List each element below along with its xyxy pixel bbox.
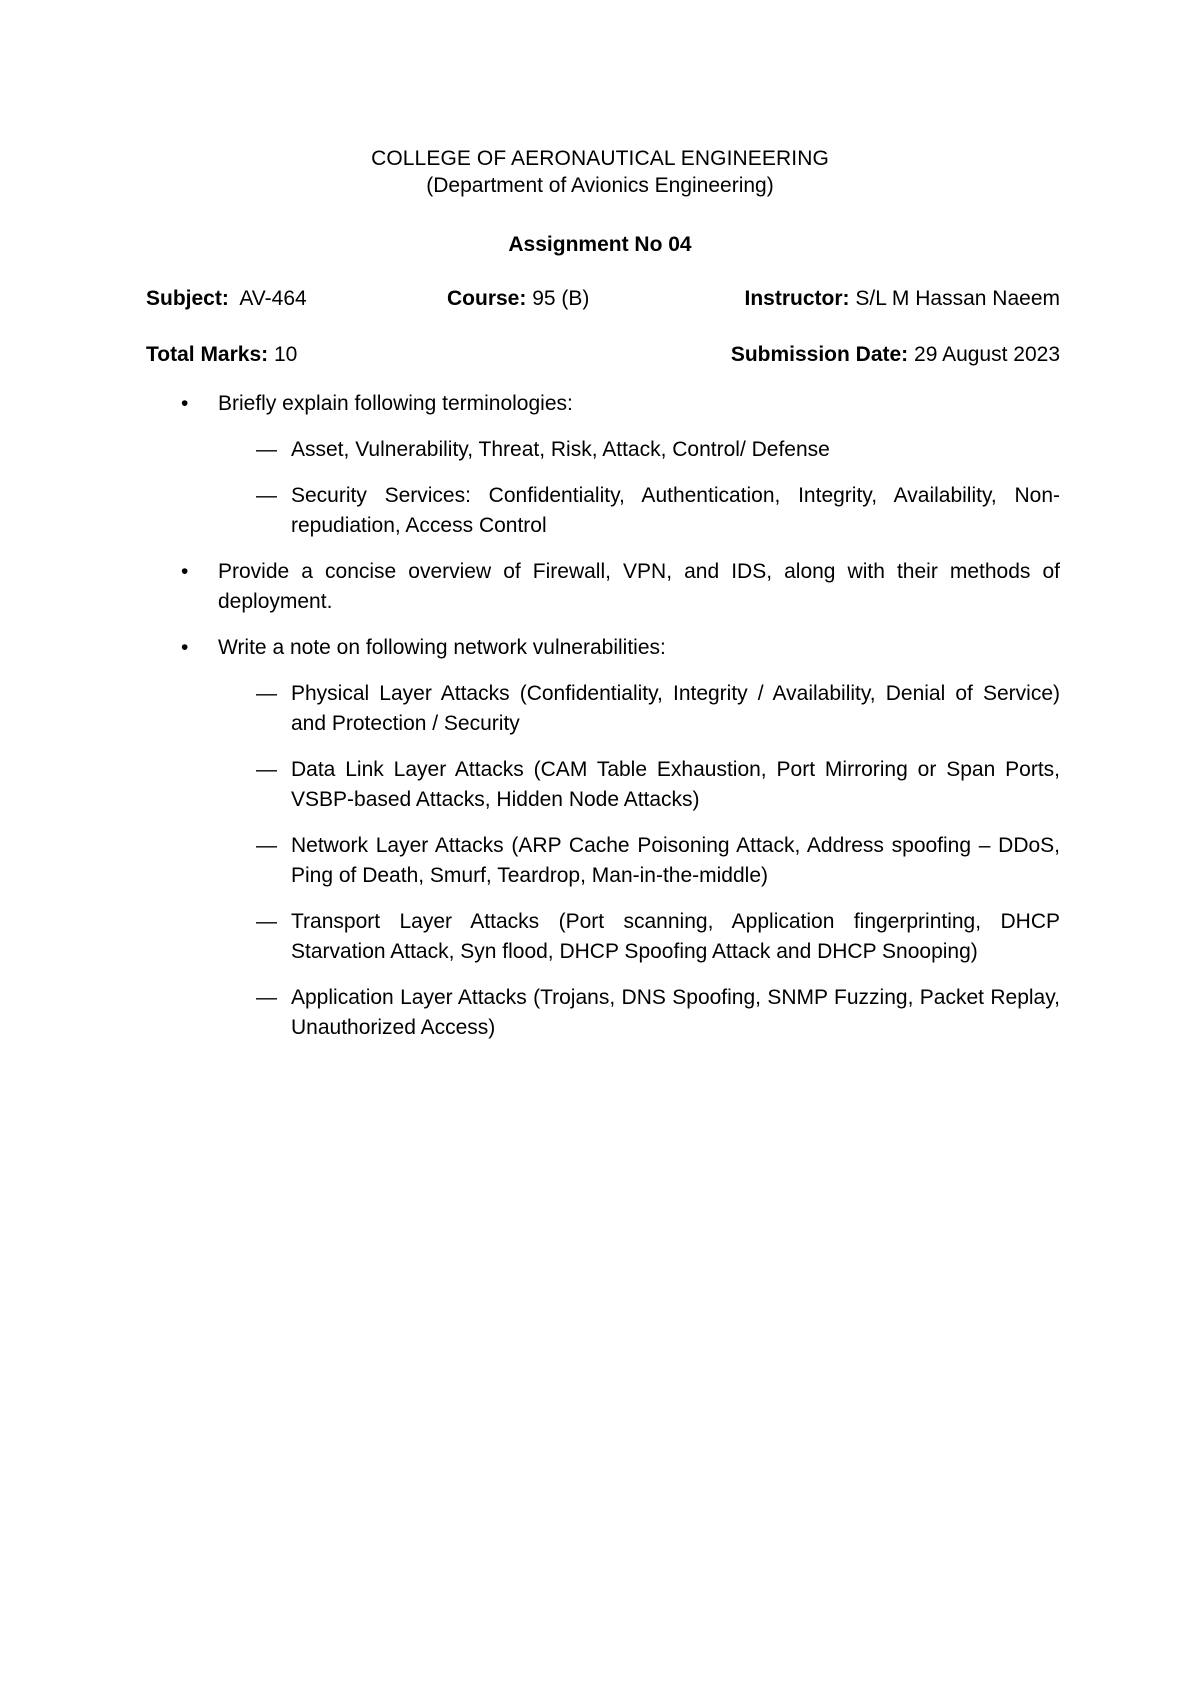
question-item [146,557,1060,617]
sub-item-text: Security Services: Confidentiality, Authentication, Integrity, Availability, Non-repudiation, Access Control [291,484,1060,537]
course-label: Course: [447,287,527,310]
dash-icon: — [256,834,277,857]
dash-icon: — [256,484,277,507]
sub-item [146,983,1060,1043]
sub-list [218,435,1060,541]
instructor-value: S/L M Hassan Naeem [855,287,1060,310]
sub-item [146,679,1060,739]
dash-icon: — [256,986,277,1009]
sub-item [146,755,1060,815]
sub-item-text: Application Layer Attacks (Trojans, DNS Spoofing, SNMP Fuzzing, Packet Replay, Unauthorized Access) [291,986,1060,1039]
subject-label: Subject: [146,287,229,310]
question-text: Provide a concise overview of Firewall, VPN, and IDS, along with their methods of deployment. [218,560,1060,613]
course-field [447,286,589,312]
dash-icon: — [256,682,277,705]
question-item [146,389,1060,541]
document-header [0,146,1200,199]
dash-icon: — [256,438,277,461]
assignment-title: Assignment No 04 [508,233,692,256]
questions-list [146,389,1060,1059]
college-name: COLLEGE OF AERONAUTICAL ENGINEERING [371,147,829,170]
sub-item [146,907,1060,967]
meta-row-marks-date [146,342,1060,368]
subject-value: AV-464 [239,287,307,310]
total-marks-value: 10 [273,343,298,366]
submission-date-label: Submission Date: [730,343,909,366]
sub-item [146,435,1060,465]
total-marks-label: Total Marks: [146,343,269,366]
bullet-icon: • [181,636,189,659]
question-text: Briefly explain following terminologies: [218,392,573,415]
subject-field [146,286,307,312]
bullet-icon: • [181,560,189,583]
sub-item-text: Physical Layer Attacks (Confidentiality, Integrity / Availability, Denial of Service) and Protection / Security [291,682,1060,735]
sub-item-text: Network Layer Attacks (ARP Cache Poisoning Attack, Address spoofing – DDoS, Ping of Death, Smurf, Teardrop, Man-in-the-middle) [291,834,1060,887]
sub-item-text: Data Link Layer Attacks (CAM Table Exhaustion, Port Mirroring or Span Ports, VSBP-based Attacks, Hidden Node Attacks) [291,758,1060,811]
meta-row-course-info [146,286,1060,312]
instructor-label: Instructor: [744,287,850,310]
course-value: 95 (B) [532,287,590,310]
sub-item-text: Asset, Vulnerability, Threat, Risk, Attack, Control/ Defense [291,438,830,461]
question-text: Write a note on following network vulnerabilities: [218,636,666,659]
sub-item-text: Transport Layer Attacks (Port scanning, Application fingerprinting, DHCP Starvation Attack, Syn flood, DHCP Spoofing Attack and DHCP Snooping) [291,910,1060,963]
instructor-field [745,286,1060,312]
total-marks-field [146,342,297,368]
submission-date-value: 29 August 2023 [914,343,1060,366]
dash-icon: — [256,910,277,933]
dash-icon: — [256,758,277,781]
department-name: (Department of Avionics Engineering) [426,174,774,197]
sub-item [146,831,1060,891]
bullet-icon: • [181,392,189,415]
sub-list [218,679,1060,1043]
submission-date-field [731,342,1060,368]
sub-item [146,481,1060,541]
question-item [146,633,1060,1043]
